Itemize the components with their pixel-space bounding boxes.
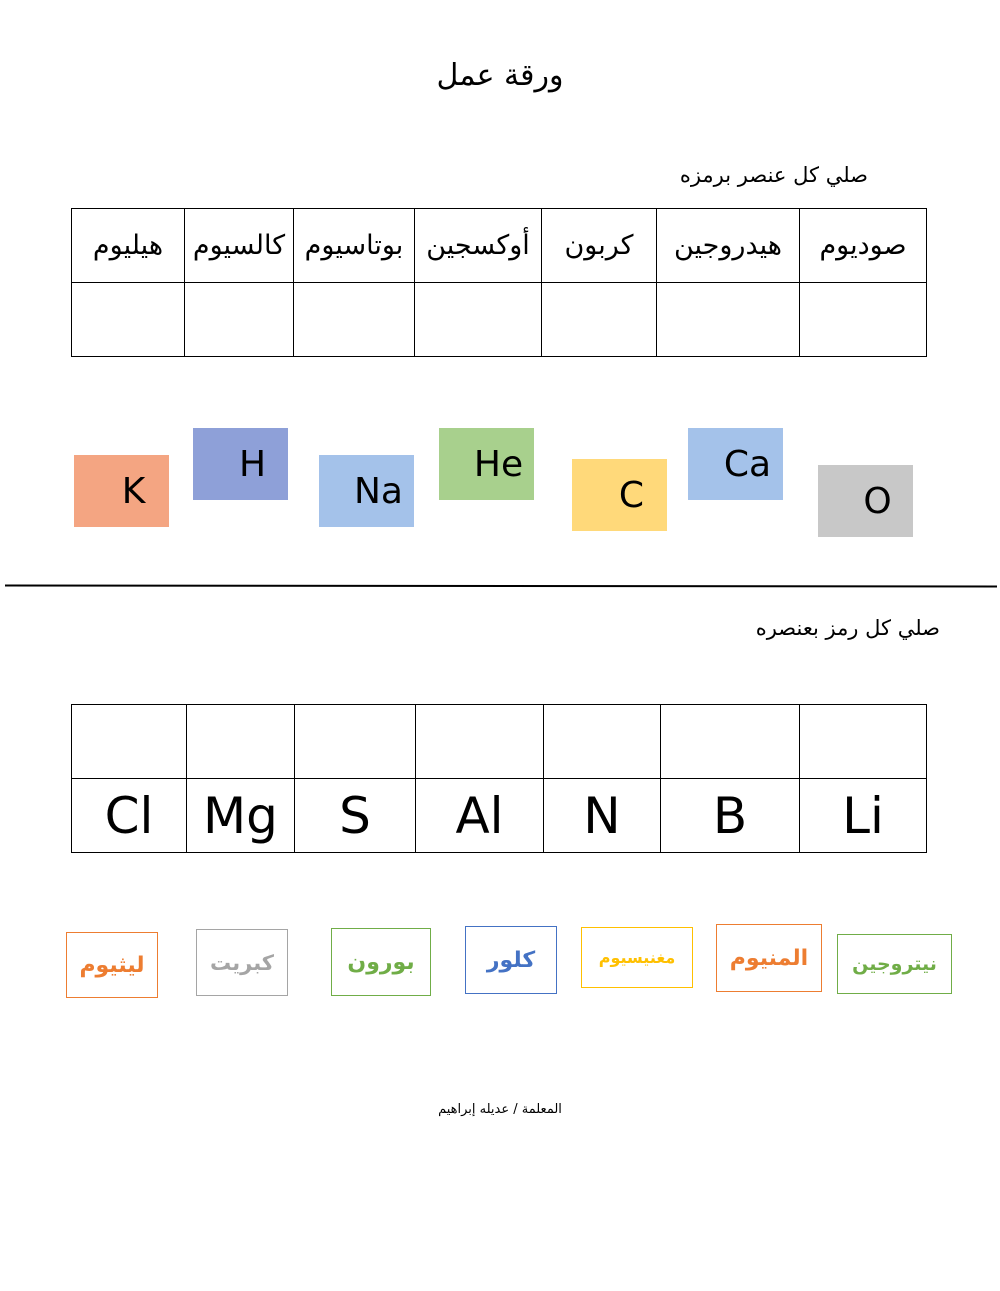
answer-row bbox=[72, 705, 927, 779]
name-cell: أوكسجين bbox=[415, 209, 542, 283]
symbol-tile-h[interactable]: H bbox=[193, 428, 288, 500]
symbols-row bbox=[72, 779, 927, 853]
answer-row bbox=[72, 283, 927, 357]
symbol-tile-c[interactable]: C bbox=[572, 459, 667, 531]
name-drop-slot[interactable] bbox=[295, 705, 416, 779]
name-card-sulfur[interactable]: كبريت bbox=[196, 929, 288, 996]
name-card-nitrogen[interactable]: نيتروجين bbox=[837, 934, 952, 994]
symbol-cell: Cl bbox=[72, 779, 187, 853]
name-drop-slot[interactable] bbox=[416, 705, 544, 779]
name-drop-slot[interactable] bbox=[800, 705, 927, 779]
name-drop-slot[interactable] bbox=[187, 705, 295, 779]
name-drop-slot[interactable] bbox=[661, 705, 800, 779]
teacher-credit: المعلمة / عديله إبراهيم bbox=[438, 1102, 562, 1117]
symbol-drop-slot[interactable] bbox=[657, 283, 800, 357]
name-card-chlorine[interactable]: كلور bbox=[465, 926, 557, 994]
name-cell: كربون bbox=[542, 209, 657, 283]
symbol-drop-slot[interactable] bbox=[185, 283, 294, 357]
name-drop-slot[interactable] bbox=[544, 705, 661, 779]
symbol-cell: N bbox=[544, 779, 661, 853]
name-cell: هيدروجين bbox=[657, 209, 800, 283]
name-cell: صوديوم bbox=[800, 209, 927, 283]
symbol-tile-na[interactable]: Na bbox=[319, 455, 414, 527]
symbol-cell: B bbox=[661, 779, 800, 853]
symbol-cell: Mg bbox=[187, 779, 295, 853]
name-card-lithium[interactable]: ليثيوم bbox=[66, 932, 158, 998]
symbol-drop-slot[interactable] bbox=[415, 283, 542, 357]
name-card-magnesium[interactable]: مغنيسيوم bbox=[581, 927, 693, 988]
instruction-1: صلي كل عنصر برمزه bbox=[679, 163, 868, 187]
names-row bbox=[72, 209, 927, 283]
name-card-boron[interactable]: بورون bbox=[331, 928, 431, 996]
symbol-tile-o[interactable]: O bbox=[818, 465, 913, 537]
symbol-drop-slot[interactable] bbox=[800, 283, 927, 357]
name-card-aluminium[interactable]: المنيوم bbox=[716, 924, 822, 992]
name-drop-slot[interactable] bbox=[72, 705, 187, 779]
symbol-cell: S bbox=[295, 779, 416, 853]
symbol-tile-he[interactable]: He bbox=[439, 428, 534, 500]
symbol-cell: Li bbox=[800, 779, 927, 853]
symbol-drop-slot[interactable] bbox=[72, 283, 185, 357]
instruction-2: صلي كل رمز بعنصره bbox=[755, 616, 940, 640]
worksheet-title: ورقة عمل bbox=[436, 58, 564, 93]
symbol-drop-slot[interactable] bbox=[542, 283, 657, 357]
symbol-drop-slot[interactable] bbox=[294, 283, 415, 357]
symbol-tile-k[interactable]: K bbox=[74, 455, 169, 527]
symbols-table bbox=[71, 704, 927, 853]
name-cell: هيليوم bbox=[72, 209, 185, 283]
symbol-tile-ca[interactable]: Ca bbox=[688, 428, 783, 500]
name-cell: بوتاسيوم bbox=[294, 209, 415, 283]
element-names-table bbox=[71, 208, 927, 357]
symbol-cell: Al bbox=[416, 779, 544, 853]
section-divider bbox=[5, 584, 997, 587]
name-cell: كالسيوم bbox=[185, 209, 294, 283]
